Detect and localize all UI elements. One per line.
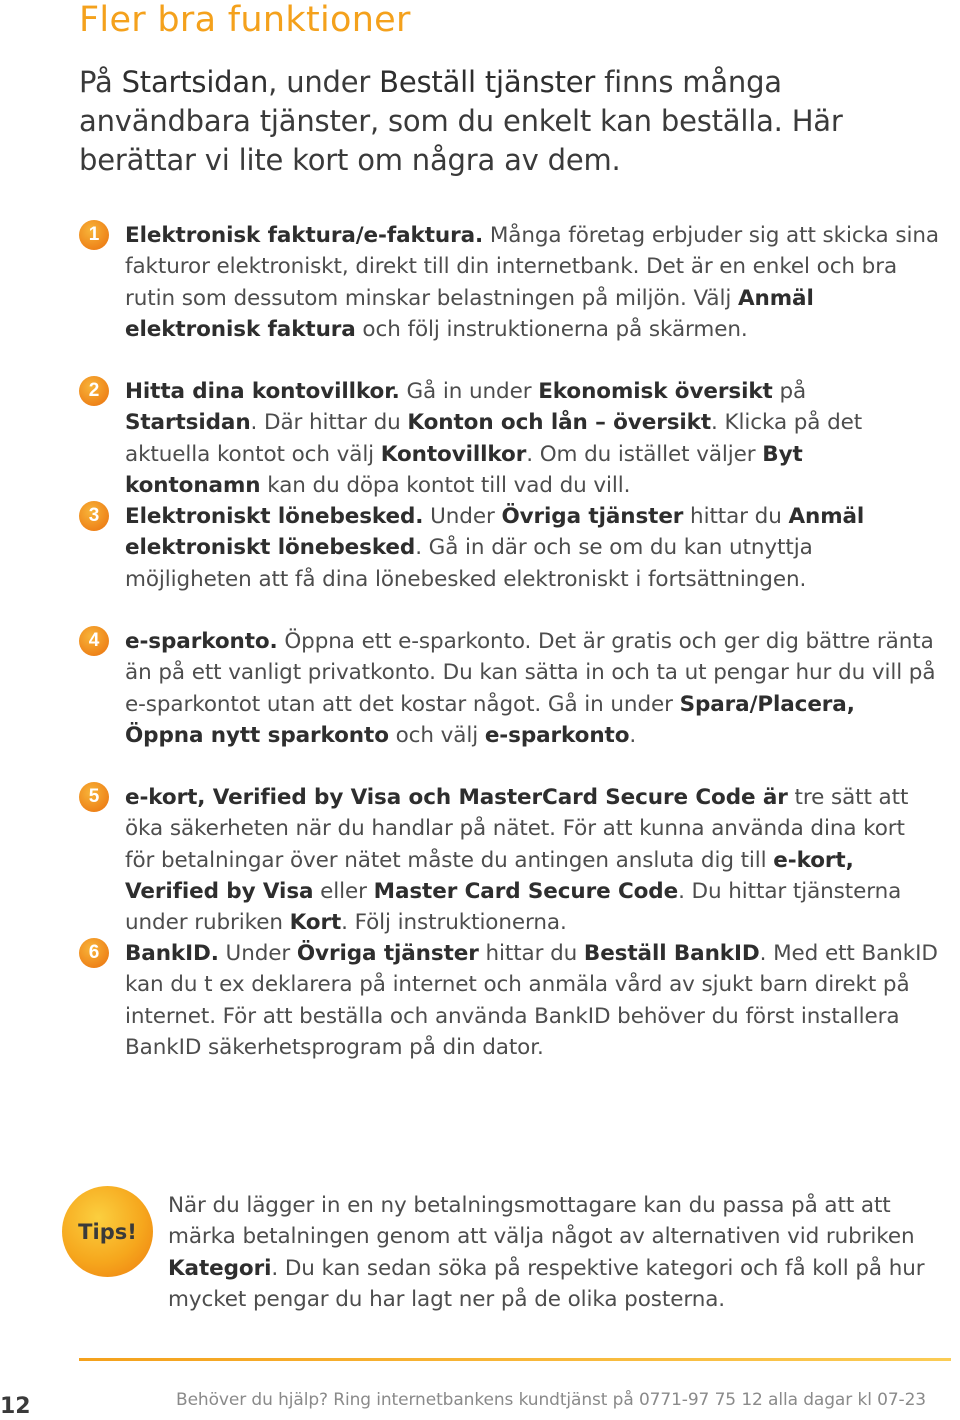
number-badge-3: 3 — [79, 501, 109, 531]
list-item-6: BankID. Under Övriga tjänster hittar du Beställ BankID. Med ett BankID kan du t ex deklarera på internet och anmäla vård av sjukt barn direkt på internet. För att beställa och använda BankID behöver du först installera BankID säkerhetsprogram på din dator. — [125, 941, 938, 1060]
number-badge-5: 5 — [79, 782, 109, 812]
bestall-tjanster-term: Beställ tjänster — [379, 65, 596, 99]
number-badge-4: 4 — [79, 626, 109, 656]
number-badge-1: 1 — [79, 220, 109, 250]
number-badge-6: 6 — [79, 938, 109, 968]
list-item-4: e-sparkonto. Öppna ett e-sparkonto. Det är gratis och ger dig bättre ränta än på ett vanligt privatkonto. Du kan sätta in och ta ut pengar hur du vill på e-sparkontot utan att det kostar något. Gå in under Spara/Placera, Öppna nytt sparkonto och välj e-sparkonto. — [125, 629, 936, 748]
list-item-2: Hitta dina kontovillkor. Gå in under Ekonomisk översikt på Startsidan. Där hittar du Konton och lån – översikt. Klicka på det aktuella kontot och välj Kontovillkor. Om du istället väljer Byt kontonamn kan du döpa kontot till vad du vill. — [125, 379, 863, 498]
intro-paragraph: På Startsidan, under Beställ tjänster finns många användbara tjänster, som du enkelt kan beställa. Här berättar vi lite kort om några av dem. — [79, 65, 843, 177]
tips-badge — [62, 1186, 153, 1277]
tips-paragraph: När du lägger in en ny betalningsmottagare kan du passa på att att märka betalningen genom att välja något av alternativen vid rubriken Kategori. Du kan sedan söka på respektive kategori och få koll på hur mycket pengar du har lagt ner på de olika posterna. — [168, 1193, 925, 1312]
list-item-3: Elektroniskt lönebesked. Under Övriga tjänster hittar du Anmäl elektroniskt lönebesked. Gå in där och se om du kan utnyttja möjligheten att få dina lönebesked elektroniskt i fortsättningen. — [125, 504, 865, 592]
footer-help-text: Behöver du hjälp? Ring internetbankens kundtjänst på 0771-97 75 12 alla dagar kl 07-23 — [176, 1390, 927, 1410]
list-item-1: Elektronisk faktura/e-faktura. Många företag erbjuder sig att skicka sina fakturor elektroniskt, direkt till din internetbank. Det är en enkel och bra rutin som dessutom minskar belastningen på miljön. Välj Anmäl elektronisk faktura och följ instruktionerna på skärmen. — [125, 223, 939, 342]
startsidan-term: Startsidan — [121, 65, 269, 99]
page-title: Fler bra funktioner — [79, 0, 411, 40]
number-badge-2: 2 — [79, 376, 109, 406]
list-item-5: e-kort, Verified by Visa och MasterCard Secure Code är tre sätt att öka säkerheten när du handlar på nätet. För att kunna använda dina kort för betalningar över nätet måste du antingen ansluta dig till e-kort, Verified by Visa eller Master Card Secure Code. Du hittar tjänsterna under rubriken Kort. Följ instruktionerna. — [125, 785, 909, 936]
tips-label: Tips! — [78, 1219, 137, 1244]
page-number: 12 — [0, 1394, 31, 1419]
footer-divider — [79, 1358, 951, 1361]
